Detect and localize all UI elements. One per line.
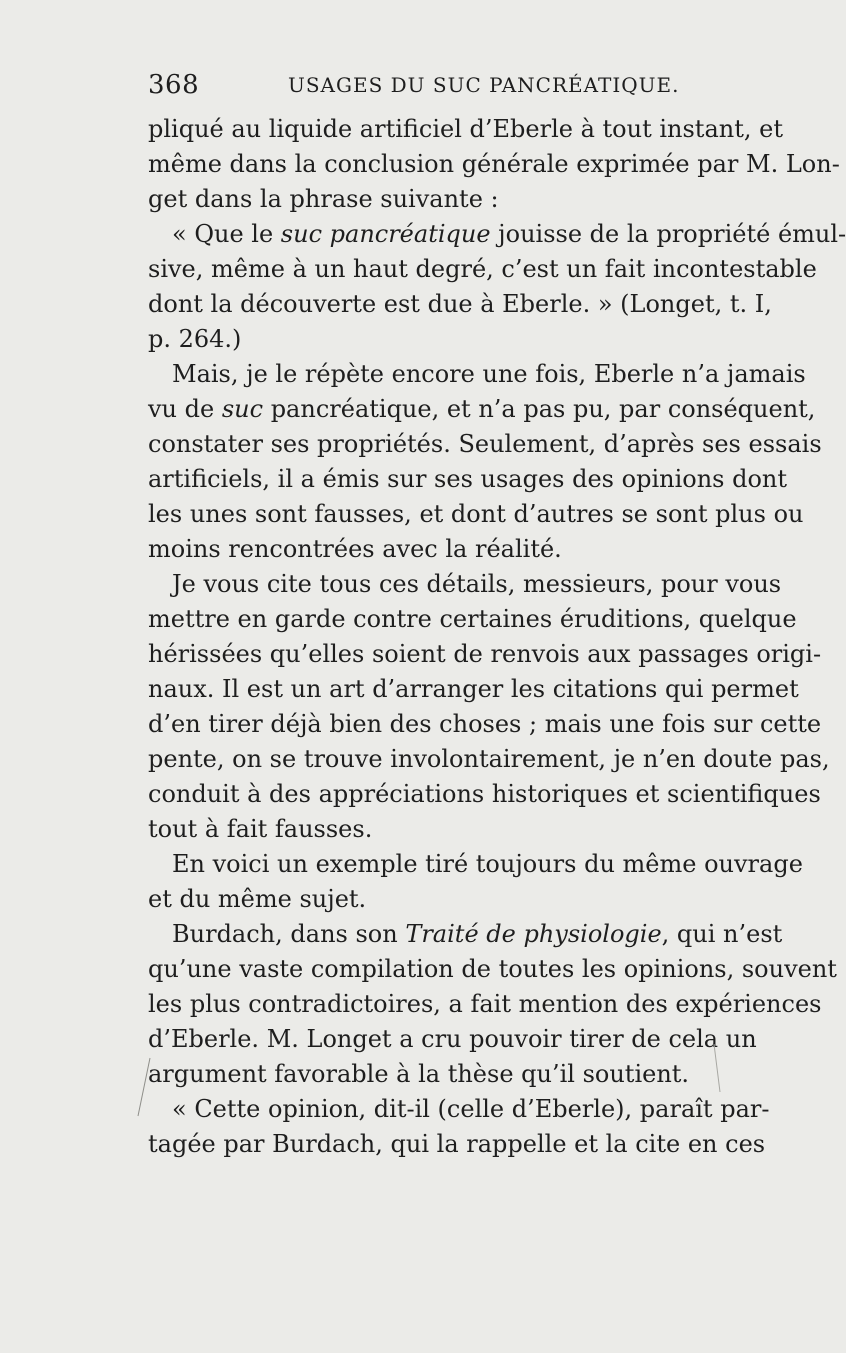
text-line: Mais, je le répète encore une fois, Eberle n’a jamais bbox=[172, 360, 806, 388]
text-segment: vu de bbox=[148, 395, 222, 423]
body-text bbox=[148, 112, 846, 1162]
text-line: sive, même à un haut degré, c’est un fait incontestable bbox=[148, 255, 817, 283]
text-line: naux. Il est un art d’arranger les citations qui permet bbox=[148, 675, 799, 703]
text-segment: « Que le bbox=[172, 220, 281, 248]
text-line: argument favorable à la thèse qu’il soutient. bbox=[148, 1060, 690, 1088]
text-line: get dans la phrase suivante : bbox=[148, 185, 499, 213]
italic-term: suc bbox=[221, 395, 264, 423]
italic-title: Traité de physiologie bbox=[405, 920, 662, 948]
text-line: hérissées qu’elles soient de renvois aux passages origi- bbox=[148, 640, 822, 668]
text-line: En voici un exemple tiré toujours du même ouvrage bbox=[172, 850, 803, 878]
text-line bbox=[148, 217, 846, 252]
text-line: mettre en garde contre certaines éruditions, quelque bbox=[148, 605, 797, 633]
text-segment: pancréatique, et n’a pas pu, par conséquent, bbox=[263, 395, 816, 423]
text-line: conduit à des appréciations historiques et scientifiques bbox=[148, 780, 821, 808]
page-number: 368 bbox=[148, 70, 200, 100]
text-segment: , qui n’est bbox=[661, 920, 783, 948]
text-line: tagée par Burdach, qui la rappelle et la cite en ces bbox=[148, 1130, 766, 1158]
text-line: d’en tirer déjà bien des choses ; mais une fois sur cette bbox=[148, 710, 822, 738]
text-line: et du même sujet. bbox=[148, 885, 367, 913]
text-line: p. 264.) bbox=[148, 325, 242, 353]
text-line: tout à fait fausses. bbox=[148, 815, 373, 843]
text-line: même dans la conclusion générale exprimée par M. Lon- bbox=[148, 150, 840, 178]
running-head: USAGES DU SUC PANCRÉATIQUE. bbox=[288, 73, 680, 97]
text-line: dont la découverte est due à Eberle. » (Longet, t. I, bbox=[148, 290, 772, 318]
text-line: Je vous cite tous ces détails, messieurs, pour vous bbox=[172, 570, 782, 598]
text-line: qu’une vaste compilation de toutes les opinions, souvent bbox=[148, 955, 837, 983]
text-line bbox=[148, 917, 783, 952]
text-line: les unes sont fausses, et dont d’autres se sont plus ou bbox=[148, 500, 804, 528]
text-line: « Cette opinion, dit-il (celle d’Eberle), paraît par- bbox=[172, 1095, 770, 1123]
text-segment: Burdach, dans son bbox=[172, 920, 406, 948]
text-line bbox=[148, 392, 816, 427]
text-line: constater ses propriétés. Seulement, d’après ses essais bbox=[148, 430, 822, 458]
text-line: moins rencontrées avec la réalité. bbox=[148, 535, 562, 563]
text-line: les plus contradictoires, a fait mention des expériences bbox=[148, 990, 822, 1018]
text-segment: jouisse de la propriété émul- bbox=[490, 220, 846, 248]
text-line: d’Eberle. M. Longet a cru pouvoir tirer de cela un bbox=[148, 1025, 757, 1053]
italic-term: suc pancréatique bbox=[280, 220, 491, 248]
page-header bbox=[148, 70, 708, 100]
text-line: pliqué au liquide artificiel d’Eberle à tout instant, et bbox=[148, 115, 783, 143]
text-line: pente, on se trouve involontairement, je n’en doute pas, bbox=[148, 745, 830, 773]
text-line: artificiels, il a émis sur ses usages des opinions dont bbox=[148, 465, 788, 493]
